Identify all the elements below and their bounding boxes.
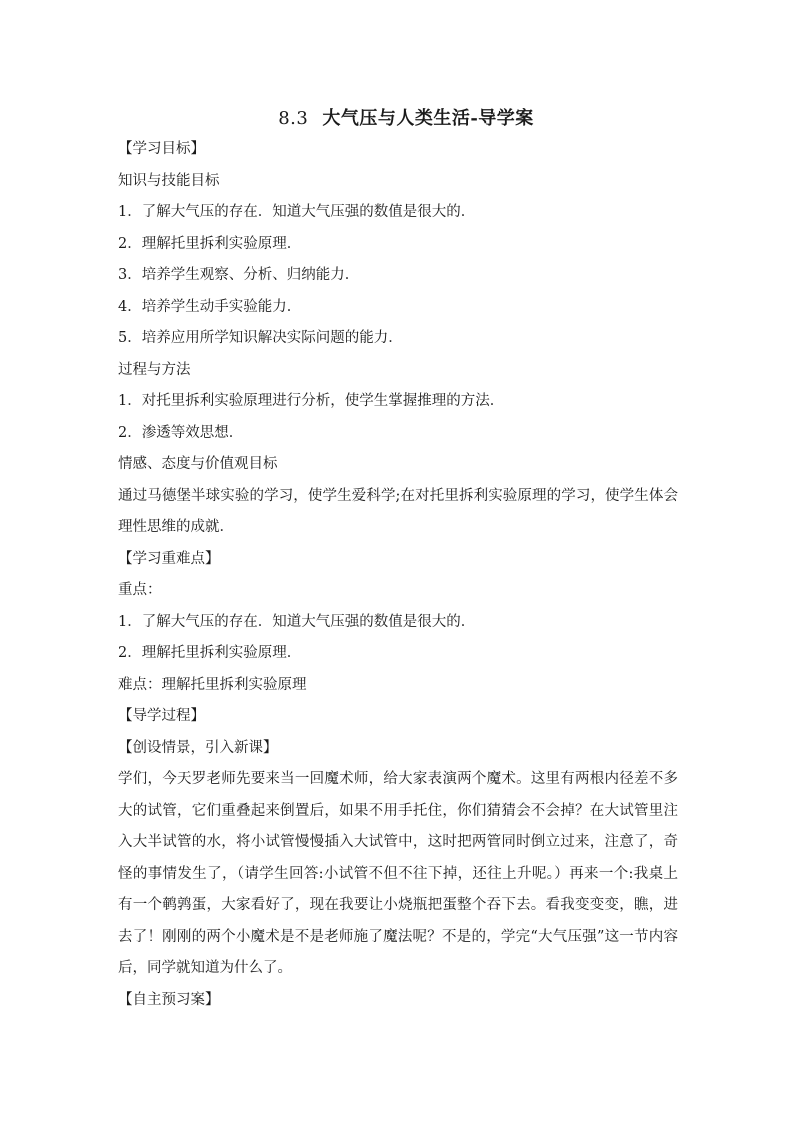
key-point-item: 2．理解托里拆利实验原理． bbox=[118, 645, 302, 661]
knowledge-goal-item: 1．了解大气压的存在．知道大气压强的数值是很大的． bbox=[118, 204, 476, 220]
key-points-heading: 【学习重难点】 bbox=[118, 550, 220, 567]
process-goal-item: 1．对托里拆利实验原理进行分析，使学生掌握推理的方法． bbox=[118, 393, 505, 409]
process-goals-heading: 过程与方法 bbox=[118, 361, 191, 378]
key-point-item: 1．了解大气压的存在．知道大气压强的数值是很大的． bbox=[118, 613, 476, 630]
title-text: 大气压与人类生活-导学案 bbox=[322, 108, 534, 129]
intro-heading: 【创设情景，引入新课】 bbox=[118, 739, 278, 756]
process-goal-item: 2．渗透等效思想． bbox=[118, 424, 244, 441]
knowledge-goal-item: 3．培养学生观察、分析、归纳能力． bbox=[118, 267, 360, 283]
difficulty-line: 难点：理解托里拆利实验原理 bbox=[118, 676, 307, 693]
section-number: 8.3 bbox=[278, 108, 309, 129]
knowledge-goal-item: 4．培养学生动手实验能力． bbox=[118, 298, 302, 315]
document-page bbox=[118, 104, 678, 1016]
emotion-goals-text: 通过马德堡半球实验的学习，使学生爱科学;在对托里拆利实验原理的学习，使学生体会理性思维的成就． bbox=[118, 487, 678, 535]
knowledge-goal-item: 5．培养应用所学知识解决实际问题的能力． bbox=[118, 330, 403, 346]
knowledge-goal-item: 2．理解托里拆利实验原理． bbox=[118, 235, 302, 252]
preview-heading: 【自主预习案】 bbox=[118, 991, 220, 1008]
document-title bbox=[118, 104, 678, 134]
intro-paragraph: 学们，今天罗老师先要来当一回魔术师，给大家表演两个魔术。这里有两根内径差不多大的试管，它们重叠起来倒置后，如果不用手托住，你们猜猜会不会掉？在大试管里注入大半试管的水，将小试管慢慢插入大试管中，这时把两管同时倒立过来，注意了，奇怪的事情发生了，（请学生回答:小试管不但不往下掉，还往上升呢。）再来一个:我桌上有一个鹌鹑蛋，大家看好了，现在我要让小烧瓶把蛋整个吞下去。看我变变变，瞧，进去了！刚刚的两个小魔术是不是老师施了魔法呢？不是的，学完“大气压强”这一节内容后，同学就知道为什么了。 bbox=[118, 771, 678, 976]
emotion-goals-heading: 情感、态度与价值观目标 bbox=[118, 456, 278, 472]
learning-goals-heading: 【学习目标】 bbox=[118, 141, 205, 157]
key-points-label: 重点： bbox=[118, 582, 162, 598]
knowledge-goals-heading: 知识与技能目标 bbox=[118, 172, 220, 189]
guided-process-heading: 【导学过程】 bbox=[118, 708, 205, 724]
